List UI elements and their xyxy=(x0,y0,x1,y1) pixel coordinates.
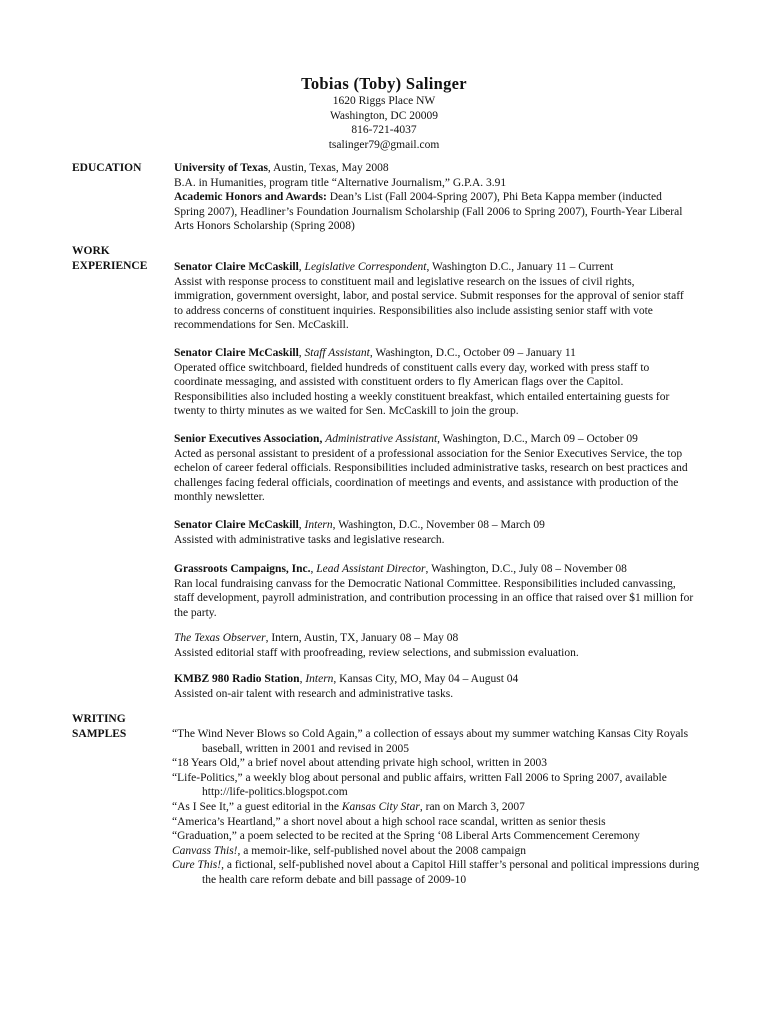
writing-sample-item xyxy=(172,727,712,756)
writing-sample-text: “18 Years Old,” a brief novel about attending private high school, written in 2003 xyxy=(172,757,547,770)
work-entry xyxy=(174,432,694,505)
work-entry xyxy=(174,260,694,333)
work-entry-description: Operated office switchboard, fielded hundreds of constituent calls every day, worked with press staff to coordinate messaging, and assisted with constituent orders to fly American flags over the Capitol. Responsibilities also included hosting a weekly constituent breakfast, which entailed entertaining guests for twenty to thirty minutes as we waited for Sen. McCaskill to join the group. xyxy=(174,361,670,418)
writing-sample-item xyxy=(172,771,712,800)
work-entry-title: Intern xyxy=(304,519,333,531)
writing-sample-text: “The Wind Never Blows so Cold Again,” a collection of essays about my summer watching Kansas City Royals baseball, written in 2001 and revised in 2005 xyxy=(172,728,689,755)
writing-samples-label xyxy=(72,712,172,742)
writing-sample-lead: “As I See It,” a guest editorial in the xyxy=(172,800,342,813)
writing-sample-text: “Graduation,” a poem selected to be recited at the Spring ‘08 Liberal Arts Commencement Ceremony xyxy=(172,830,640,843)
work-entry xyxy=(174,346,694,419)
work-entry-details: , Washington, D.C., March 09 – October 09 xyxy=(437,433,638,445)
writing-sample-item xyxy=(172,800,712,815)
work-entry-details: , Washington, D.C., October 09 – January 11 xyxy=(369,347,576,359)
writing-sample-item xyxy=(172,829,712,844)
work-entry-details: , Kansas City, MO, May 04 – August 04 xyxy=(333,673,519,685)
resume-header xyxy=(0,74,768,152)
email-address: tsalinger79@gmail.com xyxy=(328,138,440,151)
work-entry-description: Assisted on-air talent with research and administrative tasks. xyxy=(174,687,454,700)
work-entry-separator: , xyxy=(310,563,317,575)
work-entry xyxy=(174,562,694,620)
work-entry-organization: Senator Claire McCaskill xyxy=(174,347,299,359)
writing-sample-item xyxy=(172,858,712,887)
work-entry-title: Staff Assistant xyxy=(304,347,370,359)
work-label-line1: WORK xyxy=(72,245,110,257)
work-entry xyxy=(174,518,694,547)
writing-label-line1: WRITING xyxy=(72,713,126,725)
education-content xyxy=(174,161,694,234)
work-entry-description: Acted as personal assistant to president of a professional association for the Senior Executives Service, the top echelon of career federal officials. Responsibilities included administrative tasks, research on best practices and challenges facing federal officials, coordination of meetings and events, and assistance with production of the monthly newsletter. xyxy=(174,447,688,504)
education-honors xyxy=(174,190,694,234)
writing-sample-text: , a fictional, self-published novel about a Capitol Hill staffer’s personal and political impressions during the health care reform debate and bill passage of 2009-10 xyxy=(202,859,700,886)
honors-label: Academic Honors and Awards: xyxy=(174,191,327,204)
education-school-line xyxy=(174,161,694,176)
writing-label-line2: SAMPLES xyxy=(72,728,127,740)
work-entry-title: Lead Assistant Director xyxy=(316,563,426,575)
work-entry-heading xyxy=(174,260,694,275)
writing-sample-text: “Life-Politics,” a weekly blog about personal and public affairs, written Fall 2006 to Spring 2007, available http://life-politics.blogspot.com xyxy=(172,771,667,799)
work-entry-organization: Senator Claire McCaskill xyxy=(174,519,299,531)
school-details: , Austin, Texas, May 2008 xyxy=(267,162,389,174)
writing-sample-italic-title: Canvass This! xyxy=(172,844,238,857)
work-label-line2: EXPERIENCE xyxy=(72,260,148,272)
writing-sample-italic-title: Cure This! xyxy=(172,859,222,872)
work-entry-heading xyxy=(174,672,694,687)
work-entry-description: Assist with response process to constituent mail and legislative research on the issues of civil rights, immigration, government oversight, labor, and postal service. Submit responses for the approval of senior staff to address concerns of constituent inquiries. Responsibilities also include assisting senior staff with vote recommendations for Sen. McCaskill. xyxy=(174,275,684,332)
work-entry xyxy=(174,631,694,660)
writing-sample-italic-title: Kansas City Star xyxy=(341,800,420,813)
work-entry xyxy=(174,672,694,701)
address-city: Washington, DC 20009 xyxy=(329,109,438,122)
work-entry-details: , Washington, D.C., November 08 – March 09 xyxy=(332,519,545,531)
writing-sample-item xyxy=(172,815,712,830)
work-entry-description: Assisted with administrative tasks and legislative research. xyxy=(174,533,445,546)
writing-sample-item xyxy=(172,756,712,771)
writing-sample-text: , a memoir-like, self-published novel about the 2008 campaign xyxy=(237,844,526,857)
work-entry-description: Assisted editorial staff with proofreading, review selections, and submission evaluation. xyxy=(174,646,579,659)
work-entry-title: Intern xyxy=(305,673,334,685)
work-entry-details: , Washington, D.C., July 08 – November 08 xyxy=(425,563,627,575)
school-name: University of Texas xyxy=(174,162,268,174)
work-entry-title: Legislative Correspondent xyxy=(304,261,427,273)
writing-sample-item xyxy=(172,844,712,859)
education-degree: B.A. in Humanities, program title “Alternative Journalism,” G.P.A. 3.91 xyxy=(174,176,507,189)
work-entry-organization: Grassroots Campaigns, Inc. xyxy=(174,563,311,575)
education-label: EDUCATION xyxy=(72,162,142,174)
work-entry-heading xyxy=(174,346,694,361)
work-entry-organization: Senator Claire McCaskill xyxy=(174,261,299,273)
work-entry-organization: Senior Executives Association, xyxy=(174,433,323,445)
writing-samples-list xyxy=(172,727,712,888)
work-entry-details: , Washington D.C., January 11 – Current xyxy=(426,261,614,273)
work-experience-label xyxy=(72,244,172,274)
address-street: 1620 Riggs Place NW xyxy=(332,95,436,107)
work-entry-title: Administrative Assistant xyxy=(325,433,438,445)
work-entry-details: , Intern, Austin, TX, January 08 – May 08 xyxy=(265,632,459,644)
work-entry-separator: , xyxy=(298,519,305,531)
work-entry-organization: KMBZ 980 Radio Station xyxy=(174,673,300,685)
work-entry-description: Ran local fundraising canvass for the Democratic National Committee. Responsibilities included canvassing, staff development, payroll administration, and contribution processing in an office that raised over $1 million for the party. xyxy=(174,577,694,619)
work-entry-separator: , xyxy=(298,347,305,359)
work-entry-heading xyxy=(174,432,694,447)
work-entry-heading xyxy=(174,631,694,646)
writing-sample-text: “America’s Heartland,” a short novel about a high school race scandal, written as senior thesis xyxy=(172,815,606,828)
work-entry-heading xyxy=(174,562,694,577)
work-entry-heading xyxy=(174,518,694,533)
applicant-name: Tobias (Toby) Salinger xyxy=(301,74,467,93)
work-entry-separator: , xyxy=(299,673,306,685)
work-entry-separator: , xyxy=(298,261,305,273)
honors-text: Dean’s List (Fall 2004-Spring 2007), Phi Beta Kappa member (inducted Spring 2007), Headliner’s Foundation Journalism Scholarship (Fall 2006 to Spring 2007), Fourth-Year Liberal Arts Honors Scholarship (Spring 2008) xyxy=(174,191,683,233)
phone-number: 816-721-4037 xyxy=(351,124,417,136)
writing-sample-text: , ran on March 3, 2007 xyxy=(419,800,525,813)
work-entry-title: The Texas Observer xyxy=(174,632,266,644)
